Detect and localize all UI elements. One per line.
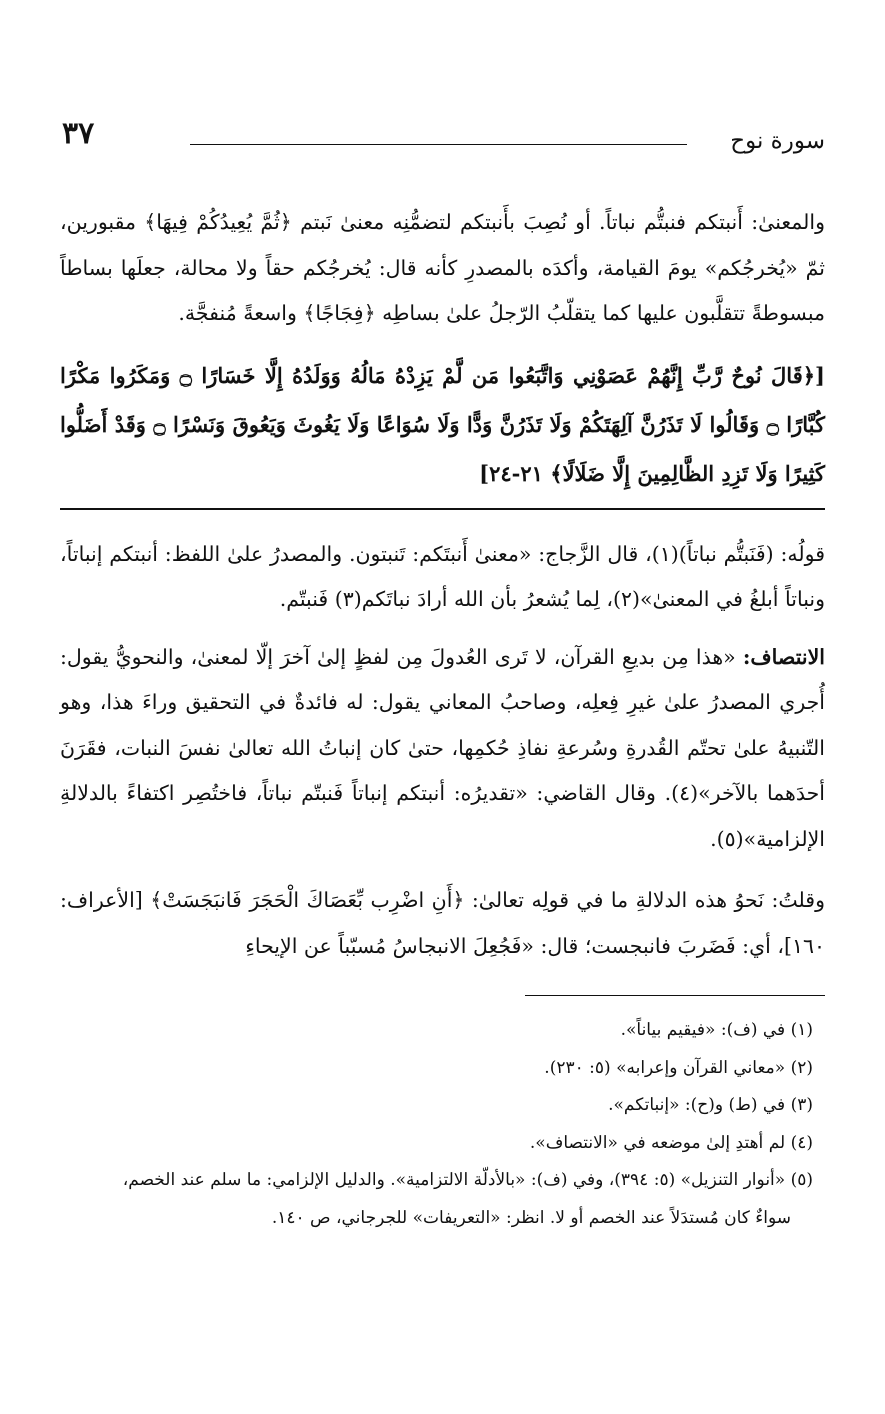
intisaf-text: «هذا مِن بديعِ القرآن، لا تَرى العُدولَ مِن لفظٍ إلىٰ آخرَ إلّا لمعنىٰ، والنحويُّ يقول: أُجري المصدرُ علىٰ غيرِ فِعلِه، وصاحبُ المعاني يقول: له فائدةٌ في التحقيق وراءَ هذا، وهو التّنبيهُ علىٰ تحتّم القُدرةِ وسُرعةِ نفاذِ حُكمِها، حتىٰ كان إنباتُ الله تعالىٰ نفسَ النبات، فقَرَنَ أحدَهما بالآخر»(٤). وقال القاضي: «تقديرُه: أنبتكم إنباتاً فَنبتّم نباتاً، فاختُصِر اكتفاءً بالدلالةِ الإلزامية»(٥). [60,644,825,851]
commentary-divider [60,508,825,510]
page-number: ٣٧ [62,116,95,151]
footnote-separator [525,995,825,996]
paragraph-meaning: والمعنىٰ: أَنبتكم فنبتُّم نباتاً. أو نُصِبَ بأَنبتكم لتضمُّنِه معنىٰ نَبتم ﴿ثُمَّ يُعِيدُكُمْ فِيهَا﴾ مقبورين، ثمّ «يُخرجُكم» يومَ القيامة، وأكدَه بالمصدرِ كأنه قال: يُخرجُكم حقاً ولا محالة، جعلَها بساطاً مبسوطةً تتقلَّبون عليها كما يتقلّبُ الرّجلُ علىٰ بساطِه ﴿فِجَاجًا﴾ واسعةً مُنفجَّة. [60,210,825,325]
footnote-1: (١) في (ف): «فيقيم بياناً». [620,1020,813,1040]
footnote-5-continued: سواءٌ كان مُستدَلاً عند الخصم أو لا. انظر: «التعريفات» للجرجاني، ص ١٤٠. [271,1207,791,1228]
running-title: سورة نوح [730,128,825,154]
footnote-5: (٥) «أنوار التنزيل» (٥: ٣٩٤)، وفي (ف): «بالأدلّة الالتزامية». والدليل الإلزامي: ما سلم عند الخصم، [122,1170,813,1190]
footnote-4: (٤) لم أهتدِ إلىٰ موضعه في «الانتصاف». [529,1132,813,1153]
book-page [60,110,825,1237]
paragraph-qult: وقلتُ: نَحوُ هذه الدلالةِ ما في قولِه تعالىٰ: ﴿أَنِ اضْرِب بِّعَصَاكَ الْحَجَرَ فَانبَجَسَتْ﴾ [الأعراف: ١٦٠]، أي: فَضَربَ فانبجست؛ قال: «فَجُعِلَ الانبجاسُ مُسبّباً عن الإيحاءِ [60,888,825,958]
footnote-2: (٢) «معاني القرآن وإعرابه» (٥: ٢٣٠). [544,1057,813,1078]
paragraph-intisaf [60,635,825,863]
page-header [60,110,825,160]
quran-verse-block: [﴿قَالَ نُوحٌ رَّبِّ إِنَّهُمْ عَصَوْنِي وَاتَّبَعُوا مَن لَّمْ يَزِدْهُ مَالُهُ وَوَلَدُهُ إِلَّا خَسَارًا ۝ وَمَكَرُوا مَكْرًا كُبَّارًا ۝ وَقَالُوا لَا تَذَرُنَّ آلِهَتَكُمْ وَلَا تَذَرُنَّ وَدًّا وَلَا سُوَاعًا وَلَا يَغُوثَ وَيَعُوقَ وَنَسْرًا ۝ وَقَدْ أَضَلُّوا كَثِيرًا وَلَا تَزِدِ الظَّالِمِينَ إِلَّا ضَلَالًا﴾ ٢١-٢٤] [60,362,825,486]
paragraph-commentary: قولُه: (فَنَبتُّم نباتاً)(١)، قال الزَّجاج: «معنىٰ أَنبتَكم: تَنبتون. والمصدرُ علىٰ اللفظ: أنبتكم إنباتاً، ونباتاً أبلغُ في المعنىٰ»(٢)، لِما يُشعرُ بأن الله أرادَ نباتَكم(٣) فَنبتّم. [60,541,826,611]
main-text [60,200,825,969]
intisaf-label: الانتصاف: [742,644,825,669]
header-rule [190,144,687,145]
footnote-3: (٣) في (ط) و(ح): «إنباتكم». [608,1095,813,1115]
footnotes [60,1012,825,1237]
